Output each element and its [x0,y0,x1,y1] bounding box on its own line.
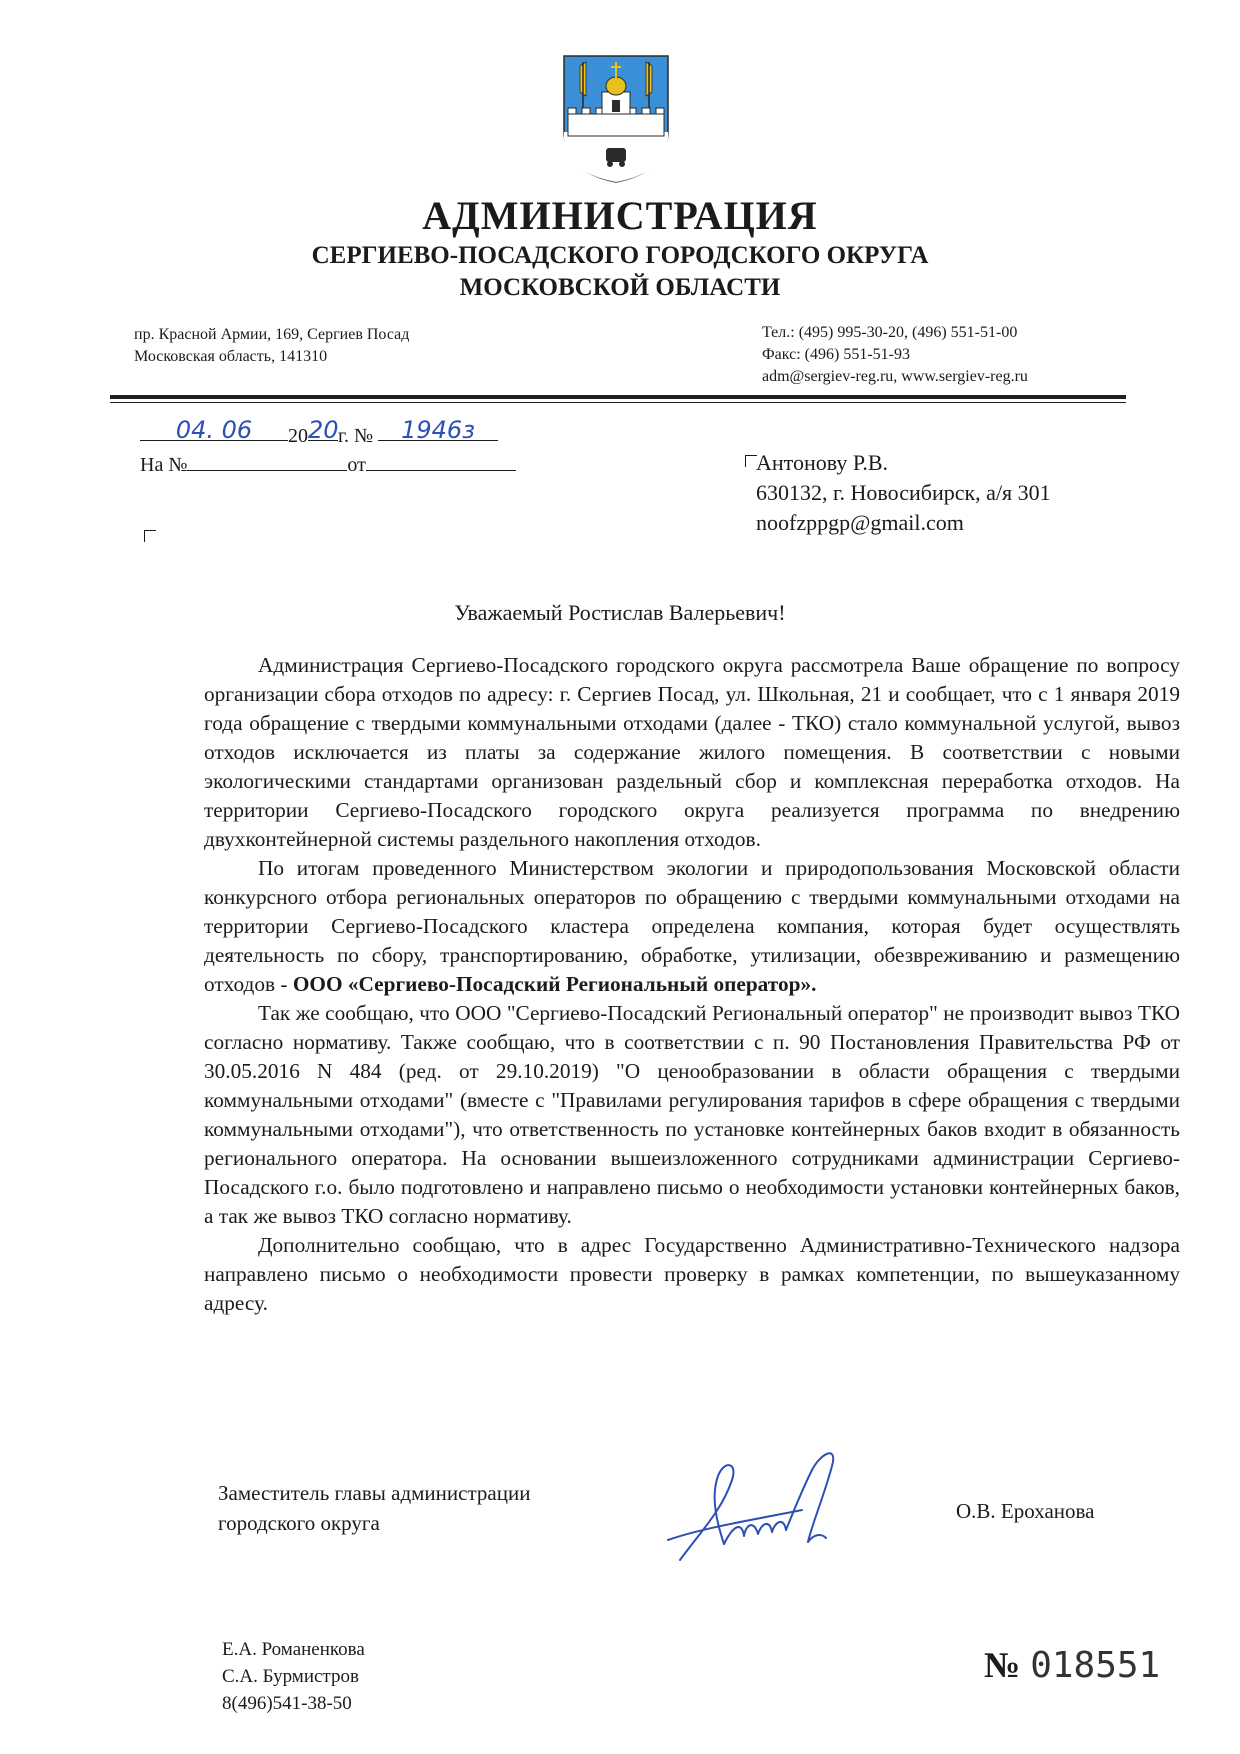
registration-date-number [140,416,498,448]
year-prefix: 20 [288,425,308,447]
letter-body [204,651,1180,1318]
recipient-block [756,448,1051,538]
year-field [308,416,339,444]
handwritten-date: 04. 06 [175,416,253,444]
signatory-position [218,1478,530,1538]
operator-name: ООО «Сергиево-Посадский Региональный оператор». [292,972,817,996]
executors-block [222,1636,365,1717]
executor-name: С.А. Бурмистров [222,1666,359,1687]
org-name-line-1: СЕРГИЕВО-ПОСАДСКОГО ГОРОДСКОГО ОКРУГА [311,242,929,269]
handwritten-year: 20 [308,416,339,444]
number-field [378,416,498,444]
executor-phone: 8(496)541-38-50 [222,1693,352,1714]
reference-date-field [366,450,516,471]
form-serial-number [984,1644,1160,1686]
address-line: Московская область, 141310 [134,348,328,365]
header-rule-thick [110,395,1126,399]
fax-line: Факс: (496) 551-51-93 [762,346,910,363]
recipient-email: noofzppgp@gmail.com [756,510,964,535]
body-paragraph-text: По итогам проведенного Министерством экологии и природопользования Московской области конкурсного отбора региональных операторов по обращению с твердыми коммунальными отходами на территории Сергиево-Посадского кластера определена компания, которая будет осуществлять деятельность по сбору, транспортированию, обработке, утилизации, обезвреживанию и размещению отходов - [204,856,1180,996]
recipient-name: Антонову Р.В. [756,450,889,475]
email-web-line: adm@sergiev-reg.ru, www.sergiev-reg.ru [762,368,1028,385]
reference-label: На № [140,454,188,476]
signatory-name: О.В. Ероханова [956,1499,1095,1523]
address-line: пр. Красной Армии, 169, Сергиев Посад [134,326,410,343]
position-line: Заместитель главы администрации [218,1481,531,1505]
coat-of-arms-icon [560,52,672,184]
handwritten-signature [662,1440,872,1570]
contact-info [762,322,1028,388]
serial-sign: № [984,1645,1021,1685]
body-paragraph: Администрация Сергиево-Посадского городского округа рассмотрела Ваше обращение по вопросу организации сбора отходов по адресу: г. Сергиев Посад, ул. Школьная, 21 и сообщает, что с 1 января 2019 года обращение с твердыми коммунальными отходами (далее - ТКО) стало коммунальной услугой, вывоз отходов исключается из платы за содержание жилого помещения. В соответствии с новыми экологическими стандартами организован раздельный сбор и комплексная переработка отходов. На территории Сергиево-Посадского городского округа реализуется программа по внедрению двухконтейнерной системы раздельного накопления отходов. [204,653,1180,851]
executor-name: Е.А. Романенкова [222,1639,365,1660]
org-name-line-2: МОСКОВСКОЙ ОБЛАСТИ [459,274,781,301]
date-field [140,416,288,444]
recipient-address: 630132, г. Новосибирск, а/я 301 [756,480,1051,505]
header-rule-thin [110,402,1126,403]
postal-address [134,324,409,368]
reference-line [140,450,516,477]
body-paragraph: Дополнительно сообщаю, что в адрес Государственно Административно-Технического надзора направлено письмо о необходимости провести проверку в рамках компетенции, по вышеуказанному адресу. [204,1233,1180,1315]
page-title: АДМИНИСТРАЦИЯ [422,193,818,238]
handwritten-number: 1946з [401,416,475,444]
reference-number-field [187,450,347,471]
position-line: городского округа [218,1511,380,1535]
phone-line: Тел.: (495) 995-30-20, (496) 551-51-00 [762,324,1018,341]
from-label: от [347,454,366,476]
corner-mark [144,530,156,542]
year-unit-label: г. № [338,425,374,447]
serial-value: 018551 [1030,1645,1161,1686]
body-paragraph: Так же сообщаю, что ООО "Сергиево-Посадский Региональный оператор" не производит вывоз ТКО согласно нормативу. Также сообщаю, что в соответствии с п. 90 Постановления Правительства РФ от 30.05.2016 N 484 (ред. от 29.10.2019) "О ценообразовании в области обращения с твердыми коммунальными отходами" (вместе с "Правилами регулирования тарифов в сфере обращения с твердыми коммунальными отходами"), что ответственность по установке контейнерных баков входит в обязанность регионального оператора. На основании вышеизложенного сотрудниками администрации Сергиево-Посадского г.о. было подготовлено и направлено письмо о необходимости установки контейнерных баков, а так же вывоз ТКО согласно нормативу. [204,1001,1180,1228]
greeting: Уважаемый Ростислав Валерьевич! [454,600,786,625]
body-paragraph [204,854,1180,999]
